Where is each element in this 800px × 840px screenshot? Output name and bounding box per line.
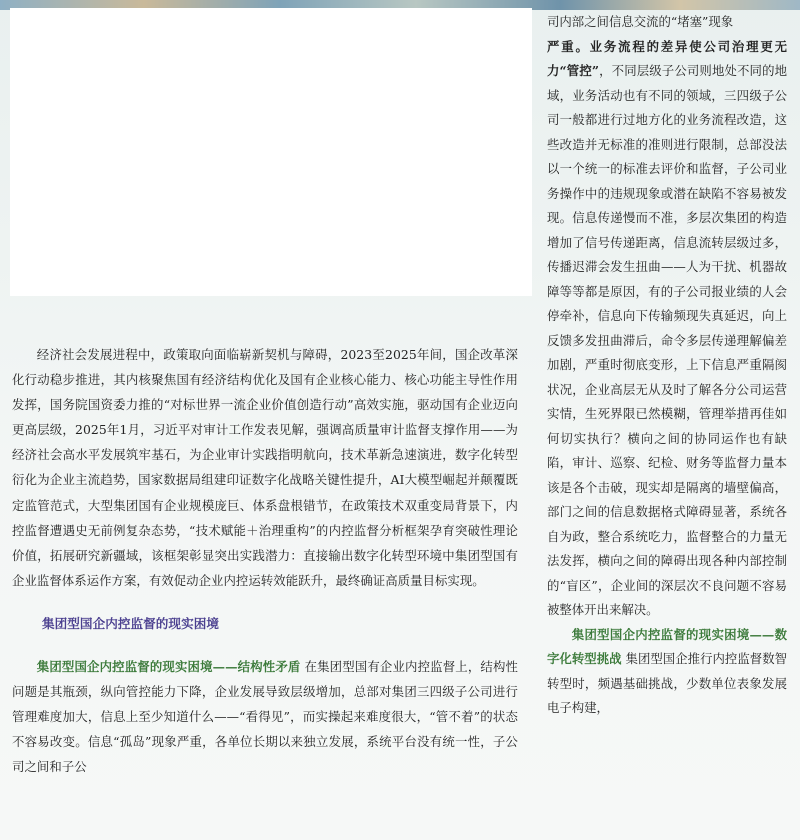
continued-text-2: ，不同层级子公司则地处不同的地域，业务活动也有不同的领域，三四级子公司一般都进行过地方化的业务流程改造，这些改造并无标准的准则进行限制，总部没法以一个统一的标准去评价和监督，子公司业务操作中的违规现象或潜在缺陷不容易被发现。信息传递慢而不准，多层次集团的构造增加了信号传递距离，信息流转层级过多，传播迟滞会发生扭曲——人为干扰、机器故障等等都是原因，有的子公司报业绩的人会停牵补，信息向下传输频现失真延迟，向上反馈多发扭曲滞后，命令多层传递理解偏差加剧，严重时彻底变形，上下信息严重隔阂状况，企业高层无从及时了解各分公司运营实情，生死界限已然模糊，管理举措再佳如何切实执行？横向之间的协同运作也有缺陷，审计、巡察、纪检、财务等监督力量本该是各个击破，现实却是隔离的墙壁偏高，部门之间的信息数据格式障碍显著，系统各自为政，整合系统吃力，监督整合的力量无法发挥，横向之间的障碍出现各种内部控制的“盲区”，企业间的深层次不良问题不容易被整体开出来解决。 (547, 63, 787, 617)
continued-text-1: 司内部之间信息交流的“堵塞”现象 (547, 14, 734, 29)
right-column (547, 10, 787, 721)
figure-placeholder (10, 8, 532, 296)
digital-paragraph (547, 623, 787, 721)
structural-body: 在集团型国有企业内控监督上，结构性问题是其瓶颈，纵向管控能力下降，企业发展导致层级增加，总部对集团三四级子公司进行管理难度加大，信息上至少知道什么——“看得见”，而实操起来难度很大，“管不着”的状态不容易改变。信息“孤岛”现象严重，各单位长期以来独立发展，系统平台没有统一性，子公司之间和子公 (12, 659, 518, 775)
structural-lead: 集团型国企内控监督的现实困境——结构性矛盾 (36, 659, 301, 675)
continued-bold-text: 严重。业务流程的差异使公司治理更无力“管控” (547, 38, 787, 78)
left-column (12, 342, 518, 780)
digital-body: 集团型国企推行内控监督数智转型时，频遇基础挑战，少数单位表象发展电子构建， (547, 651, 788, 715)
continued-paragraph (547, 10, 787, 623)
structural-paragraph (12, 654, 518, 779)
intro-paragraph: 经济社会发展进程中，政策取向面临崭新契机与障碍，2023至2025年间，国企改革深化行动稳步推进，其内核聚焦国有经济结构优化及国有企业核心能力、核心功能主导性作用发挥，国务院国资委力推的“对标世界一流企业价值创造行动”高效实施，驱动国有企业迈向更高层级，2025年1月，习近平对审计工作发表见解，强调高质量审计监督支撑作用——为经济社会高水平发展筑牢基石，为企业审计实践指明航向，技术革新急速演进，数字化转型衍化为企业主流趋势，国家数据局组建印证数字化战略关键性提升，AI大模型崛起并颠覆既定监管范式，大型集团国有企业规模庞巨、体系盘根错节，在政策技术双重变局背景下，内控监督遭遇史无前例复杂态势，“技术赋能＋治理重构”的内控监督分析框架孕育突破性理论价值，拓展研究新疆域，该框架彰显突出实践潜力：直接输出数字化转型环境中集团型国有企业监督体系运作方案，有效促动企业内控运转效能跃升，最终确证高质量目标实现。 (12, 347, 518, 588)
digital-lead: 集团型国企内控监督的现实困境——数字化转型挑战 (547, 626, 787, 666)
section-heading: 集团型国企内控监督的现实困境 (42, 615, 220, 631)
